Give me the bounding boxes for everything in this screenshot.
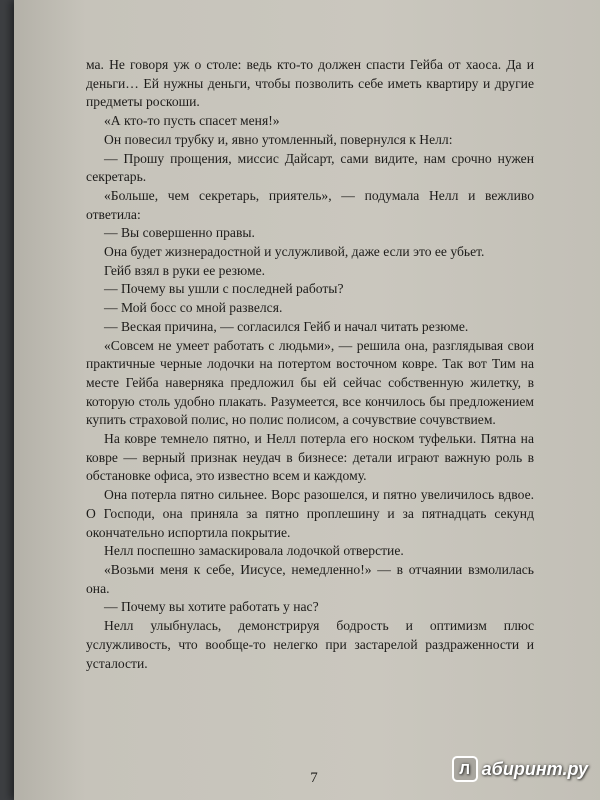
paragraph: «Возьми меня к себе, Иисусе, немедленно!» — в отчаянии взмолилась она.	[86, 561, 534, 596]
page-body-text	[86, 56, 534, 673]
paragraph: — Почему вы хотите работать у нас?	[104, 599, 319, 615]
paragraph: ма. Не говоря уж о столе: ведь кто-то должен спасти Гейба от хаоса. Да и деньги… Ей нужны деньги, чтобы позволить себе иметь квартиру и другие предметы роскоши.	[86, 57, 534, 110]
page-number: 7	[310, 770, 318, 786]
paragraph: Нелл улыбнулась, демонстрируя бодрость и оптимизм плюс услужливость, что вообще-то нелегко при застарелой раздраженности и усталости.	[86, 618, 534, 671]
paragraph: «Совсем не умеет работать с людьми», — решила она, разглядывая свои практичные черные лодочки на потертом восточном ковре. Так вот Тим на месте Гейба наверняка предложил бы ей сейчас собственную жилетку, в которую столь удобно плакать. Разумеется, все кончилось бы предложением купить страховой полис, но полис полисом, а сочувствие сочувствием.	[86, 337, 534, 428]
paragraph: — Веская причина, — согласился Гейб и начал читать резюме.	[104, 318, 469, 334]
labirint-logo-icon: Л	[452, 756, 478, 782]
paragraph: Она потерла пятно сильнее. Ворс разошелся, и пятно увеличилось вдвое. О Господи, она приняла за пятно проплешину и за пятнадцать секунд окончательно испортила покрытие.	[86, 487, 534, 540]
paragraph: Нелл поспешно замаскировала лодочкой отверстие.	[104, 543, 404, 559]
labirint-watermark	[452, 756, 588, 782]
paragraph: — Почему вы ушли с последней работы?	[104, 281, 344, 297]
paragraph: Гейб взял в руки ее резюме.	[104, 262, 266, 278]
paragraph: «А кто-то пусть спасет меня!»	[104, 113, 280, 129]
paragraph: — Мой босс со мной развелся.	[104, 300, 283, 316]
paragraph: — Прошу прощения, миссис Дайсарт, сами видите, нам срочно нужен секретарь.	[86, 150, 534, 185]
book-page	[14, 0, 600, 800]
paragraph: На ковре темнело пятно, и Нелл потерла его носком туфельки. Пятна на ковре — верный признак неудач в бизнесе: детали играют важную роль в обстановке офиса, это известно всем и каждому.	[86, 431, 534, 484]
paragraph: «Больше, чем секретарь, приятель», — подумала Нелл и вежливо ответила:	[86, 187, 534, 222]
paragraph: Она будет жизнерадостной и услужливой, даже если это ее убьет.	[104, 244, 485, 260]
paragraph: Он повесил трубку и, явно утомленный, повернулся к Нелл:	[104, 131, 453, 147]
watermark-text: абиринт.ру	[481, 758, 588, 779]
paragraph: — Вы совершенно правы.	[104, 225, 255, 241]
